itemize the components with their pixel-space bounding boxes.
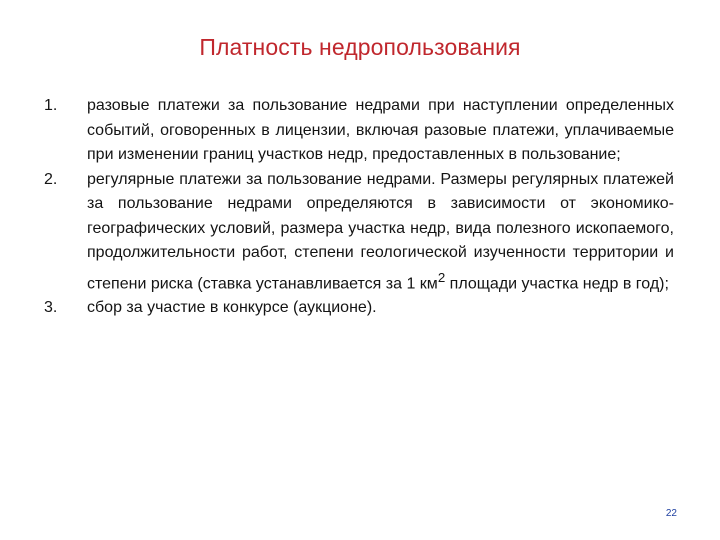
list-item (44, 168, 674, 297)
list-item-number: 2. (44, 170, 58, 188)
list-item-number: 1. (44, 97, 58, 114)
list-item-text: разовые платежи за пользование недрами при наступлении определенных событий, оговоренных в лицензии, включая разовые платежи, уплачиваемые при изменении границ участков недр, предоставленных в пользование; (87, 97, 674, 163)
list-item-text-end: площади участка недр в год); (445, 274, 669, 292)
superscript: 2 (437, 269, 446, 285)
list-item-text: сбор за участие в конкурсе (аукционе). (87, 299, 377, 317)
list-item (44, 94, 674, 168)
slide-title: Платность недропользования (199, 34, 521, 60)
page-number: 22 (665, 508, 677, 519)
numbered-list (44, 94, 674, 321)
list-item-number: 3. (44, 299, 58, 317)
list-item (44, 296, 674, 321)
list-item-text: регулярные платежи за пользование недрами. Размеры регулярных платежей за пользование недрами определяются в зависимости от экономико-географических условий, размера участка недр, вида полезного ископаемого, продолжительности работ, степени геологической изученности территории и степени риска (ставка устанавливается за 1 км (87, 170, 674, 292)
